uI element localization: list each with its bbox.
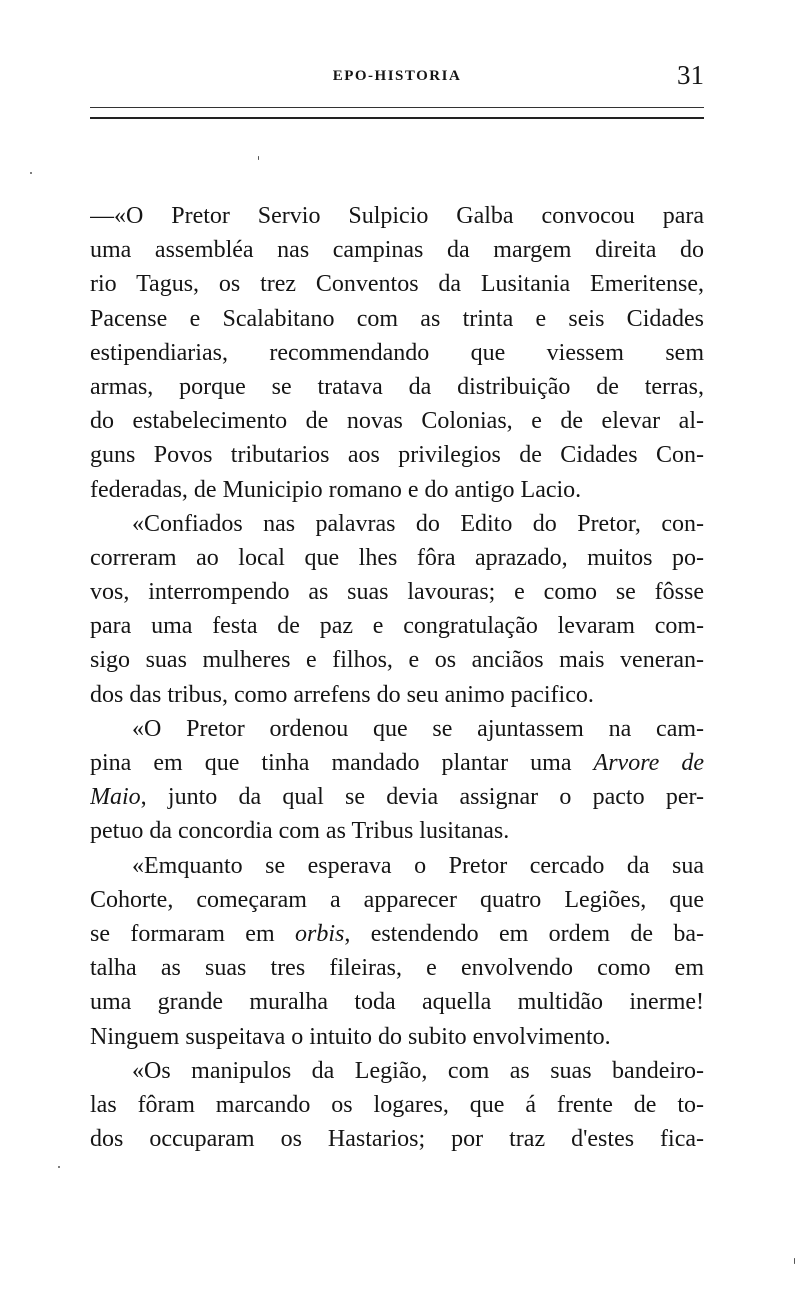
scan-speck (794, 1258, 795, 1264)
text-line-6: armas, porque se tratava da distribuição de terras, (90, 373, 704, 400)
text-line-17: pina em que tinha mandado plantar uma Arvore de (90, 750, 704, 776)
scan-speck (30, 172, 32, 174)
text-line-18: Maio, junto da qual se devia assignar o pacto per- (90, 784, 704, 811)
text-line-12: vos, interrompendo as suas lavouras; e como se fôsse (90, 579, 704, 606)
header-rule-thin (90, 107, 704, 108)
text-line-7: do estabelecimento de novas Colonias, e de elevar al- (90, 408, 704, 435)
text-line-21: Cohorte, começaram a apparecer quatro Legiões, que (90, 886, 704, 913)
text-line-26: «Os manipulos da Legião, com as suas bandeiro- (132, 1057, 704, 1084)
text-line-10: «Confiados nas palavras do Edito do Pretor, con- (132, 510, 704, 537)
text-line-8: guns Povos tributarios aos privilegios de Cidades Con- (90, 442, 704, 469)
text-line-4: Pacense e Scalabitano com as trinta e seis Cidades (90, 305, 704, 332)
text-line-11: correram ao local que lhes fôra aprazado, muitos po- (90, 544, 704, 571)
text-line-19: petuo da concordia com as Tribus lusitanas. (90, 818, 510, 845)
header-rule-thick (90, 117, 704, 119)
text-line-22: se formaram em orbis, estendendo em ordem de ba- (90, 920, 704, 947)
body-text (90, 199, 704, 1156)
text-line-16: «O Pretor ordenou que se ajuntassem na cam- (132, 715, 704, 742)
text-line-27: las fôram marcando os logares, que á frente de to- (90, 1091, 704, 1118)
running-head (90, 60, 704, 96)
text-line-24: uma grande muralha toda aquella multidão inerme! (90, 989, 704, 1016)
page-number: 31 (677, 60, 704, 90)
text-line-25: Ninguem suspeitava o intuito do subito envolvimento. (90, 1023, 611, 1050)
text-line-14: sigo suas mulheres e filhos, e os anciãos mais veneran- (90, 647, 704, 674)
text-line-9: federadas, de Municipio romano e do antigo Lacio. (90, 476, 582, 503)
text-line-28: dos occuparam os Hastarios; por traz d'estes fica- (90, 1126, 704, 1153)
scan-speck (258, 156, 259, 160)
scan-speck (58, 1166, 60, 1168)
text-line-3: rio Tagus, os trez Conventos da Lusitania Emeritense, (90, 271, 704, 298)
text-line-20: «Emquanto se esperava o Pretor cercado da sua (132, 852, 704, 879)
italic-phrase: Arvore de (593, 750, 704, 776)
italic-phrase: Maio (90, 784, 141, 811)
text-line-2: uma assembléa nas campinas da margem direita do (90, 237, 704, 264)
running-title: EPO-HISTORIA (332, 68, 462, 84)
text-line-1: —«O Pretor Servio Sulpicio Galba convocou para (90, 203, 704, 229)
text-line-5: estipendiarias, recommendando que viessem sem (90, 339, 704, 366)
text-line-15: dos das tribus, como arrefens do seu animo pacifico. (90, 681, 594, 708)
text-line-23: talha as suas tres fileiras, e envolvendo como em (90, 955, 704, 982)
text-line-13: para uma festa de paz e congratulação levaram com- (90, 613, 704, 640)
italic-word: orbis (294, 920, 345, 947)
